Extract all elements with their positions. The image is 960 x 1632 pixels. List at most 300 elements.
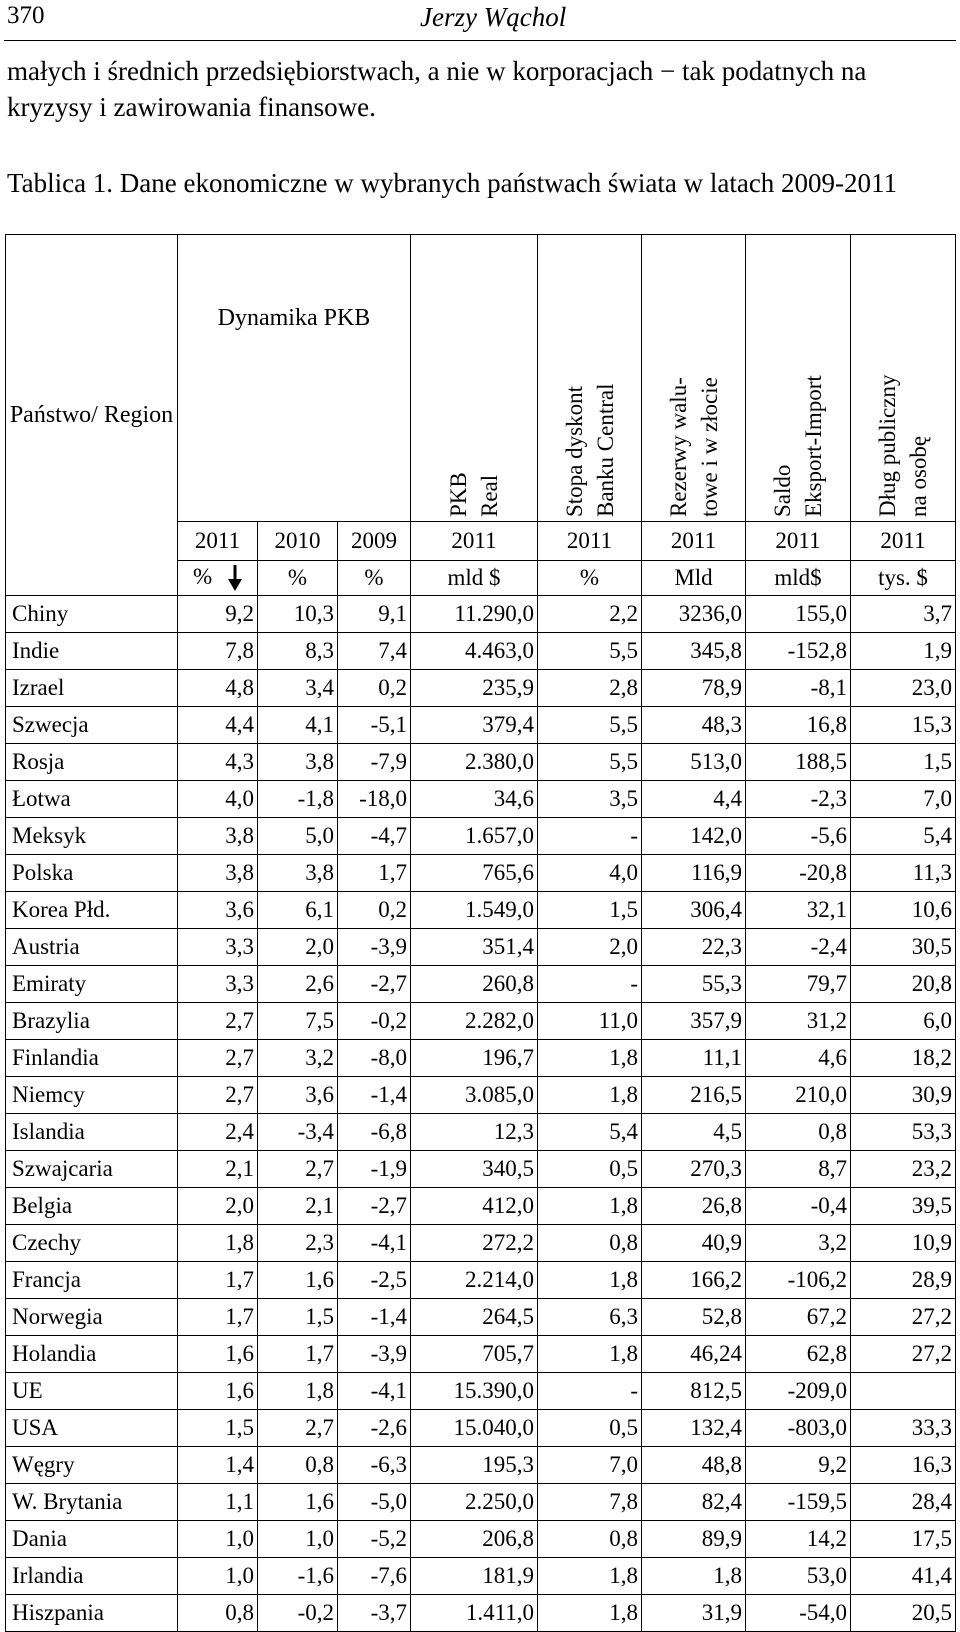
country-cell: Emiraty (6, 966, 178, 1003)
value-cell: 7,4 (338, 633, 411, 670)
value-cell: 4,6 (746, 1040, 851, 1077)
country-cell: Szwajcaria (6, 1151, 178, 1188)
value-cell: -2,6 (338, 1410, 411, 1447)
value-cell: 216,5 (642, 1077, 746, 1114)
value-cell: 1,5 (258, 1299, 338, 1336)
value-cell: 2,7 (258, 1151, 338, 1188)
value-cell: 4,0 (538, 855, 642, 892)
value-cell: 1,0 (178, 1521, 258, 1558)
value-cell: 4,3 (178, 744, 258, 781)
country-cell: Niemcy (6, 1077, 178, 1114)
value-cell: 2,1 (258, 1188, 338, 1225)
value-cell: 0,8 (746, 1114, 851, 1151)
value-cell: 27,2 (851, 1299, 956, 1336)
value-cell: 0,8 (538, 1521, 642, 1558)
value-cell: -4,7 (338, 818, 411, 855)
year-cell: 2011 (746, 522, 851, 561)
value-cell: 1.549,0 (411, 892, 538, 929)
value-cell: 142,0 (642, 818, 746, 855)
value-cell: 1,5 (538, 892, 642, 929)
value-cell: 235,9 (411, 670, 538, 707)
value-cell: -209,0 (746, 1373, 851, 1410)
value-cell: 1.657,0 (411, 818, 538, 855)
value-cell: 1,6 (178, 1373, 258, 1410)
value-cell: 26,8 (642, 1188, 746, 1225)
value-cell: 1,8 (538, 1077, 642, 1114)
value-cell: -106,2 (746, 1262, 851, 1299)
value-cell: 10,6 (851, 892, 956, 929)
value-cell: 16,8 (746, 707, 851, 744)
value-cell: -1,4 (338, 1077, 411, 1114)
value-cell: 7,8 (538, 1484, 642, 1521)
value-cell: 1,7 (178, 1262, 258, 1299)
value-cell: 1,0 (258, 1521, 338, 1558)
value-cell: 3.085,0 (411, 1077, 538, 1114)
header-row (6, 235, 956, 522)
table-row (6, 892, 956, 929)
value-cell: 4,1 (258, 707, 338, 744)
page-number: 370 (7, 2, 45, 29)
table-row (6, 1114, 956, 1151)
country-cell: Belgia (6, 1188, 178, 1225)
value-cell: -5,1 (338, 707, 411, 744)
country-cell: UE (6, 1373, 178, 1410)
value-cell: 0,5 (538, 1410, 642, 1447)
country-cell: Brazylia (6, 1003, 178, 1040)
table-row (6, 1188, 956, 1225)
value-cell: 39,5 (851, 1188, 956, 1225)
value-cell: -6,8 (338, 1114, 411, 1151)
value-cell: 2.380,0 (411, 744, 538, 781)
value-cell: 3,8 (258, 744, 338, 781)
country-cell: Norwegia (6, 1299, 178, 1336)
value-cell: -4,1 (338, 1373, 411, 1410)
value-cell: -7,9 (338, 744, 411, 781)
value-cell: 705,7 (411, 1336, 538, 1373)
value-cell: 79,7 (746, 966, 851, 1003)
intro-paragraph: małych i średnich przedsiębiorstwach, a nie w korporacjach − tak podatnych na kryzysy i zawirowania finansowe. (7, 56, 867, 122)
year-cell: 2011 (851, 522, 956, 561)
table-row (6, 1151, 956, 1188)
value-cell: 15.390,0 (411, 1373, 538, 1410)
table-row (6, 1336, 956, 1373)
value-cell: 2,6 (258, 966, 338, 1003)
value-cell: 33,3 (851, 1410, 956, 1447)
value-cell: 412,0 (411, 1188, 538, 1225)
value-cell: 17,5 (851, 1521, 956, 1558)
header-reserves: Rezerwy walu- towe i w złocie (642, 235, 746, 522)
table-row (6, 596, 956, 633)
country-cell: Francja (6, 1262, 178, 1299)
value-cell: 3,8 (178, 818, 258, 855)
value-cell: 188,5 (746, 744, 851, 781)
value-cell: -152,8 (746, 633, 851, 670)
value-cell: -2,5 (338, 1262, 411, 1299)
value-cell: 7,8 (178, 633, 258, 670)
country-cell: Holandia (6, 1336, 178, 1373)
country-cell: Węgry (6, 1447, 178, 1484)
value-cell: 1,8 (642, 1558, 746, 1595)
running-title: Jerzy Wąchol (420, 2, 567, 32)
value-cell: 812,5 (642, 1373, 746, 1410)
value-cell: -18,0 (338, 781, 411, 818)
value-cell: 5,0 (258, 818, 338, 855)
table-row (6, 744, 956, 781)
value-cell: 0,8 (178, 1595, 258, 1632)
value-cell: 4,4 (178, 707, 258, 744)
value-cell: 1,8 (258, 1373, 338, 1410)
country-cell: Hiszpania (6, 1595, 178, 1632)
header-trade-balance: Saldo Eksport-Import (746, 235, 851, 522)
value-cell: 2,2 (538, 596, 642, 633)
value-cell: -7,6 (338, 1558, 411, 1595)
value-cell: -8,0 (338, 1040, 411, 1077)
value-cell: 67,2 (746, 1299, 851, 1336)
value-cell: 32,1 (746, 892, 851, 929)
value-cell: 1,8 (178, 1225, 258, 1262)
unit-cell: mld$ (746, 561, 851, 596)
value-cell: 15.040,0 (411, 1410, 538, 1447)
value-cell: 1.411,0 (411, 1595, 538, 1632)
value-cell: 40,9 (642, 1225, 746, 1262)
country-cell: Chiny (6, 596, 178, 633)
year-cell: 2011 (538, 522, 642, 561)
value-cell: 1,6 (258, 1262, 338, 1299)
value-cell: 1,7 (338, 855, 411, 892)
value-cell: -803,0 (746, 1410, 851, 1447)
value-cell: -2,7 (338, 966, 411, 1003)
table-row (6, 1410, 956, 1447)
value-cell: 351,4 (411, 929, 538, 966)
country-cell: W. Brytania (6, 1484, 178, 1521)
value-cell: 132,4 (642, 1410, 746, 1447)
value-cell: -2,7 (338, 1188, 411, 1225)
value-cell: 89,9 (642, 1521, 746, 1558)
value-cell: 20,8 (851, 966, 956, 1003)
value-cell: 3,5 (538, 781, 642, 818)
unit-cell: % (538, 561, 642, 596)
value-cell: 3,4 (258, 670, 338, 707)
economic-data-table (5, 234, 956, 1632)
value-cell: -2,3 (746, 781, 851, 818)
header-gdp-growth: Dynamika PKB (178, 235, 411, 522)
value-cell: 78,9 (642, 670, 746, 707)
value-cell: 1,8 (538, 1040, 642, 1077)
page-header (4, 0, 956, 41)
country-cell: Rosja (6, 744, 178, 781)
value-cell: 264,5 (411, 1299, 538, 1336)
value-cell: 55,3 (642, 966, 746, 1003)
header-discount-rate: Stopa dyskont Banku Central (538, 235, 642, 522)
table-row (6, 966, 956, 1003)
value-cell: 2,3 (258, 1225, 338, 1262)
value-cell: 210,0 (746, 1077, 851, 1114)
value-cell: 18,2 (851, 1040, 956, 1077)
value-cell: 2,7 (258, 1410, 338, 1447)
value-cell: 23,2 (851, 1151, 956, 1188)
value-cell: 9,1 (338, 596, 411, 633)
value-cell: 2,0 (258, 929, 338, 966)
table-row (6, 1447, 956, 1484)
value-cell: 53,3 (851, 1114, 956, 1151)
value-cell: -8,1 (746, 670, 851, 707)
value-cell: 82,4 (642, 1484, 746, 1521)
table-row (6, 855, 956, 892)
country-cell: Czechy (6, 1225, 178, 1262)
value-cell (851, 1373, 956, 1410)
value-cell: -2,4 (746, 929, 851, 966)
value-cell: 6,0 (851, 1003, 956, 1040)
table-row (6, 1225, 956, 1262)
country-cell: Meksyk (6, 818, 178, 855)
value-cell: 116,9 (642, 855, 746, 892)
value-cell: 48,8 (642, 1447, 746, 1484)
value-cell: 765,6 (411, 855, 538, 892)
value-cell: -54,0 (746, 1595, 851, 1632)
value-cell: 345,8 (642, 633, 746, 670)
value-cell: -0,4 (746, 1188, 851, 1225)
value-cell: 10,3 (258, 596, 338, 633)
value-cell: 0,5 (538, 1151, 642, 1188)
table-row (6, 1373, 956, 1410)
value-cell: - (538, 966, 642, 1003)
value-cell: 7,5 (258, 1003, 338, 1040)
value-cell: 8,3 (258, 633, 338, 670)
year-cell: 2011 (642, 522, 746, 561)
value-cell: 11,3 (851, 855, 956, 892)
value-cell: 46,24 (642, 1336, 746, 1373)
value-cell: 1,6 (258, 1484, 338, 1521)
value-cell: 23,0 (851, 670, 956, 707)
value-cell: 0,2 (338, 670, 411, 707)
value-cell: 62,8 (746, 1336, 851, 1373)
value-cell: -20,8 (746, 855, 851, 892)
value-cell: 9,2 (746, 1447, 851, 1484)
value-cell: 3,2 (746, 1225, 851, 1262)
value-cell: -3,7 (338, 1595, 411, 1632)
down-arrow-icon (228, 564, 242, 592)
value-cell: 4.463,0 (411, 633, 538, 670)
table-row (6, 1558, 956, 1595)
value-cell: 27,2 (851, 1336, 956, 1373)
value-cell: 166,2 (642, 1262, 746, 1299)
value-cell: 2,7 (178, 1040, 258, 1077)
value-cell: -5,0 (338, 1484, 411, 1521)
country-cell: Austria (6, 929, 178, 966)
value-cell: 3,8 (178, 855, 258, 892)
value-cell: 0,2 (338, 892, 411, 929)
value-cell: 5,4 (538, 1114, 642, 1151)
country-cell: Islandia (6, 1114, 178, 1151)
value-cell: 3,7 (851, 596, 956, 633)
value-cell: 1,8 (538, 1262, 642, 1299)
value-cell: 1,0 (178, 1558, 258, 1595)
value-cell: 6,3 (538, 1299, 642, 1336)
value-cell: 2,0 (538, 929, 642, 966)
value-cell: 28,4 (851, 1484, 956, 1521)
value-cell: 3,2 (258, 1040, 338, 1077)
value-cell: 2,4 (178, 1114, 258, 1151)
year-cell: 2010 (258, 522, 338, 561)
value-cell: 3236,0 (642, 596, 746, 633)
value-cell: 3,8 (258, 855, 338, 892)
country-cell: Polska (6, 855, 178, 892)
value-cell: -0,2 (338, 1003, 411, 1040)
value-cell: 260,8 (411, 966, 538, 1003)
year-cell: 2011 (178, 522, 258, 561)
country-cell: Korea Płd. (6, 892, 178, 929)
unit-cell: tys. $ (851, 561, 956, 596)
year-cell: 2011 (411, 522, 538, 561)
value-cell: 1,8 (538, 1188, 642, 1225)
value-cell: 195,3 (411, 1447, 538, 1484)
header-public-debt: Dług publiczny na osobę (851, 235, 956, 522)
table-row (6, 781, 956, 818)
value-cell: 2.282,0 (411, 1003, 538, 1040)
table-row (6, 1299, 956, 1336)
value-cell: 48,3 (642, 707, 746, 744)
value-cell: 0,8 (258, 1447, 338, 1484)
value-cell: 340,5 (411, 1151, 538, 1188)
header-country: Państwo/ Region (6, 235, 178, 596)
value-cell: 11,1 (642, 1040, 746, 1077)
value-cell: 3,3 (178, 966, 258, 1003)
country-cell: Łotwa (6, 781, 178, 818)
value-cell: 7,0 (538, 1447, 642, 1484)
value-cell: 7,0 (851, 781, 956, 818)
value-cell: 53,0 (746, 1558, 851, 1595)
value-cell: 9,2 (178, 596, 258, 633)
value-cell: 34,6 (411, 781, 538, 818)
value-cell: 16,3 (851, 1447, 956, 1484)
table-row (6, 1521, 956, 1558)
unit-cell: % (178, 561, 258, 596)
value-cell: -5,2 (338, 1521, 411, 1558)
value-cell: -3,4 (258, 1114, 338, 1151)
value-cell: 1,6 (178, 1336, 258, 1373)
table-row (6, 707, 956, 744)
value-cell: -4,1 (338, 1225, 411, 1262)
value-cell: 31,9 (642, 1595, 746, 1632)
country-cell: Szwecja (6, 707, 178, 744)
value-cell: 5,5 (538, 744, 642, 781)
table-row (6, 1040, 956, 1077)
value-cell: -0,2 (258, 1595, 338, 1632)
value-cell: 4,4 (642, 781, 746, 818)
value-cell: 15,3 (851, 707, 956, 744)
value-cell: 1,9 (851, 633, 956, 670)
value-cell: 1,1 (178, 1484, 258, 1521)
value-cell: 31,2 (746, 1003, 851, 1040)
value-cell: 4,0 (178, 781, 258, 818)
value-cell: 10,9 (851, 1225, 956, 1262)
value-cell: 5,5 (538, 633, 642, 670)
value-cell: 1,7 (258, 1336, 338, 1373)
value-cell: 5,4 (851, 818, 956, 855)
value-cell: 14,2 (746, 1521, 851, 1558)
country-cell: Izrael (6, 670, 178, 707)
value-cell: - (538, 818, 642, 855)
value-cell: 0,8 (538, 1225, 642, 1262)
table-caption: Tablica 1. Dane ekonomiczne w wybranych państwach świata w latach 2009-2011 (7, 168, 898, 198)
value-cell: 30,9 (851, 1077, 956, 1114)
header-gdp-real: PKB Real (411, 235, 538, 522)
table-row (6, 818, 956, 855)
value-cell: 3,6 (178, 892, 258, 929)
table-row (6, 670, 956, 707)
value-cell: 181,9 (411, 1558, 538, 1595)
table-row (6, 1262, 956, 1299)
value-cell: -1,6 (258, 1558, 338, 1595)
value-cell: 12,3 (411, 1114, 538, 1151)
value-cell: 1,4 (178, 1447, 258, 1484)
value-cell: -1,4 (338, 1299, 411, 1336)
value-cell: 3,6 (258, 1077, 338, 1114)
value-cell: -6,3 (338, 1447, 411, 1484)
table-row (6, 633, 956, 670)
value-cell: 196,7 (411, 1040, 538, 1077)
value-cell: -159,5 (746, 1484, 851, 1521)
value-cell: 2,7 (178, 1003, 258, 1040)
value-cell: 52,8 (642, 1299, 746, 1336)
value-cell: 4,5 (642, 1114, 746, 1151)
unit-cell: mld $ (411, 561, 538, 596)
value-cell: -3,9 (338, 1336, 411, 1373)
value-cell: 2.214,0 (411, 1262, 538, 1299)
value-cell: 22,3 (642, 929, 746, 966)
value-cell: 30,5 (851, 929, 956, 966)
value-cell: 11.290,0 (411, 596, 538, 633)
value-cell: -5,6 (746, 818, 851, 855)
country-cell: Indie (6, 633, 178, 670)
table-row (6, 1003, 956, 1040)
value-cell: 20,5 (851, 1595, 956, 1632)
unit-cell: Mld (642, 561, 746, 596)
value-cell: 1,7 (178, 1299, 258, 1336)
value-cell: 1,8 (538, 1595, 642, 1632)
value-cell: 1,8 (538, 1336, 642, 1373)
value-cell: 357,9 (642, 1003, 746, 1040)
unit-cell: % (338, 561, 411, 596)
value-cell: 6,1 (258, 892, 338, 929)
value-cell: 2,0 (178, 1188, 258, 1225)
value-cell: 270,3 (642, 1151, 746, 1188)
value-cell: 11,0 (538, 1003, 642, 1040)
country-cell: Irlandia (6, 1558, 178, 1595)
country-cell: Dania (6, 1521, 178, 1558)
value-cell: -1,9 (338, 1151, 411, 1188)
value-cell: 1,5 (178, 1410, 258, 1447)
value-cell: 379,4 (411, 707, 538, 744)
country-cell: Finlandia (6, 1040, 178, 1077)
table-row (6, 1077, 956, 1114)
value-cell: 28,9 (851, 1262, 956, 1299)
value-cell: 155,0 (746, 596, 851, 633)
value-cell: 5,5 (538, 707, 642, 744)
value-cell: 1,5 (851, 744, 956, 781)
value-cell: 2,8 (538, 670, 642, 707)
country-cell: USA (6, 1410, 178, 1447)
value-cell: 2,1 (178, 1151, 258, 1188)
table-row (6, 929, 956, 966)
value-cell: - (538, 1373, 642, 1410)
value-cell: 2.250,0 (411, 1484, 538, 1521)
value-cell: 272,2 (411, 1225, 538, 1262)
value-cell: 41,4 (851, 1558, 956, 1595)
value-cell: -3,9 (338, 929, 411, 966)
value-cell: -1,8 (258, 781, 338, 818)
value-cell: 513,0 (642, 744, 746, 781)
